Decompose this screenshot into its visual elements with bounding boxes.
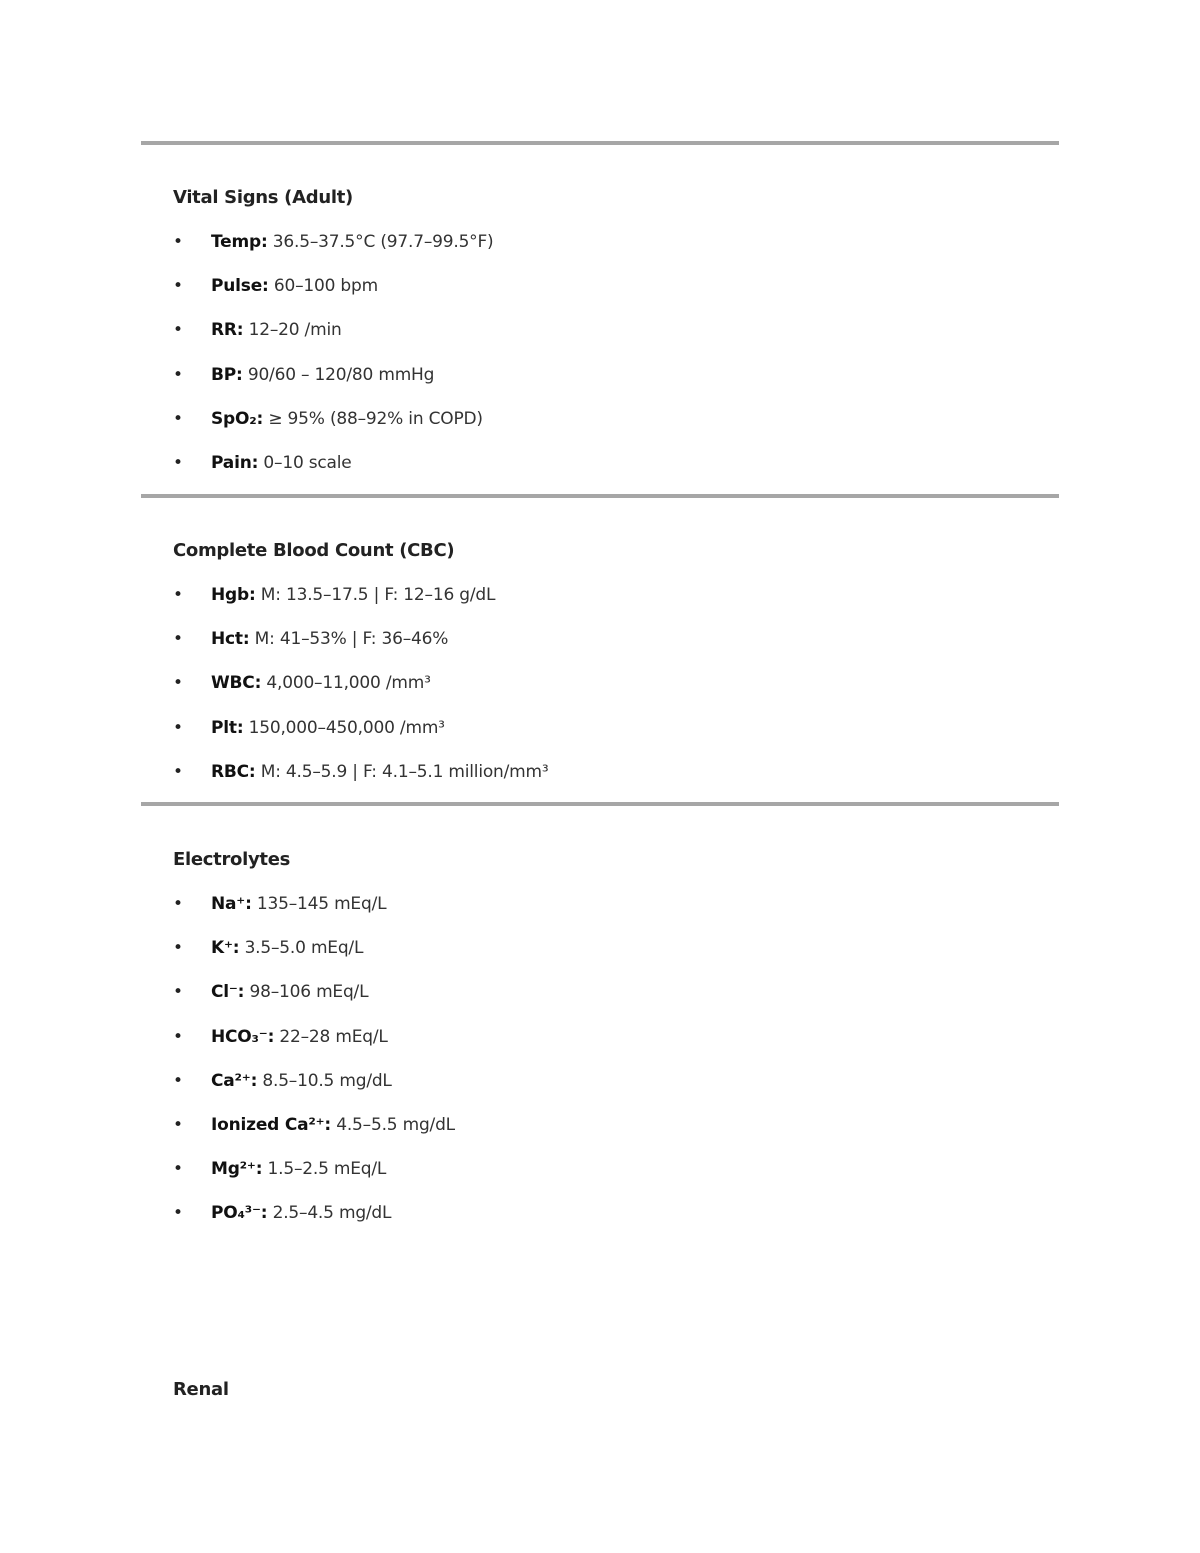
bullet-icon: • [173,364,183,385]
bullet-icon: • [173,982,183,1003]
list-item [173,981,1053,1025]
bullet-icon: • [173,673,183,694]
bullet-icon: • [173,585,183,605]
list-item [173,319,1053,363]
list-item [173,1070,1053,1114]
item-text [211,1114,455,1136]
item-value: 12–20 /min [243,320,342,341]
list-item [173,1158,1053,1202]
list-item [173,717,1053,761]
bullet-icon: • [173,629,183,650]
item-text [211,981,368,1003]
item-value: 0–10 scale [258,452,352,473]
list-item [173,1026,1053,1070]
list-item [173,761,1053,805]
item-text [211,628,448,650]
item-label: BP: [211,364,243,385]
item-text [211,452,352,474]
item-text [211,937,363,959]
list-item [173,1114,1053,1158]
item-value: 98–106 mEq/L [244,982,369,1003]
bullet-icon: • [173,1114,183,1135]
item-value: 90/60 – 120/80 mmHg [242,364,435,385]
list-item [173,937,1053,981]
item-label: HCO₃⁻: [211,1026,275,1047]
horizontal-rule [141,802,1059,806]
item-value: 4,000–11,000 /mm³ [261,673,431,694]
list-item [173,1202,1053,1246]
item-text [211,584,495,606]
bullet-icon: • [173,276,183,297]
section-heading: Complete Blood Count (CBC) [173,540,455,561]
item-text [211,672,431,694]
bullet-icon: • [173,1026,183,1047]
item-text [211,364,434,386]
item-label: Temp: [211,232,268,252]
item-value: 60–100 bpm [268,276,378,297]
section-electrolytes [173,849,1053,1247]
section-heading: Renal [173,1379,229,1400]
bullet-icon: • [173,1203,183,1224]
bullet-list [173,231,1053,496]
item-text [211,717,445,739]
item-label: PO₄³⁻: [211,1203,268,1224]
item-label: Cl⁻: [211,982,245,1003]
bullet-icon: • [173,320,183,341]
list-item [173,275,1053,319]
bullet-icon: • [173,938,183,959]
bullet-icon: • [173,1070,183,1091]
item-value: 22–28 mEq/L [274,1026,388,1047]
section-vital-signs [173,187,1053,496]
list-item [173,672,1053,716]
item-value: 135–145 mEq/L [251,894,387,914]
bullet-icon: • [173,894,183,914]
bullet-icon: • [173,761,183,782]
item-value: 150,000–450,000 /mm³ [243,717,445,738]
bullet-icon: • [173,1159,183,1180]
item-label: K⁺: [211,938,240,959]
bullet-icon: • [173,232,183,252]
item-label: WBC: [211,673,262,694]
item-text [211,893,386,915]
bullet-list [173,584,1053,805]
bullet-icon: • [173,717,183,738]
item-text [211,1158,386,1180]
list-item [173,452,1053,496]
item-label: Pulse: [211,276,269,297]
item-value: 1.5–2.5 mEq/L [262,1159,387,1180]
bullet-list [173,893,1053,1247]
item-text [211,319,342,341]
list-item [173,893,1053,937]
item-value: ≥ 95% (88–92% in COPD) [263,408,483,429]
item-label: RBC: [211,761,256,782]
item-value: 2.5–4.5 mg/dL [267,1203,392,1224]
item-text [211,1070,392,1092]
section-heading: Electrolytes [173,849,291,870]
list-item [173,231,1053,275]
list-item [173,584,1053,628]
item-text [211,231,494,253]
item-value: 36.5–37.5°C (97.7–99.5°F) [267,232,494,252]
item-value: M: 41–53% | F: 36–46% [249,629,449,650]
section-renal [173,1379,1053,1401]
item-label: Hct: [211,629,250,650]
list-item [173,364,1053,408]
item-text [211,275,378,297]
item-value: M: 4.5–5.9 | F: 4.1–5.1 million/mm³ [255,761,549,782]
item-label: SpO₂: [211,408,264,429]
item-label: Mg²⁺: [211,1159,263,1180]
item-text [211,761,549,783]
item-text [211,1202,391,1224]
item-value: 4.5–5.5 mg/dL [331,1114,455,1135]
item-text [211,408,483,430]
item-label: Ionized Ca²⁺: [211,1114,332,1135]
bullet-icon: • [173,452,183,473]
list-item [173,408,1053,452]
item-label: Na⁺: [211,894,252,914]
bullet-icon: • [173,408,183,429]
item-text [211,1026,388,1048]
section-heading: Vital Signs (Adult) [173,187,353,208]
item-label: RR: [211,320,244,341]
item-value: 8.5–10.5 mg/dL [257,1070,392,1091]
item-label: Hgb: [211,585,256,605]
list-item [173,628,1053,672]
horizontal-rule [141,494,1059,498]
item-value: 3.5–5.0 mEq/L [239,938,364,959]
item-value: M: 13.5–17.5 | F: 12–16 g/dL [255,585,496,605]
section-cbc [173,540,1053,805]
item-label: Ca²⁺: [211,1070,258,1091]
item-label: Plt: [211,717,244,738]
item-label: Pain: [211,452,259,473]
horizontal-rule [141,141,1059,145]
